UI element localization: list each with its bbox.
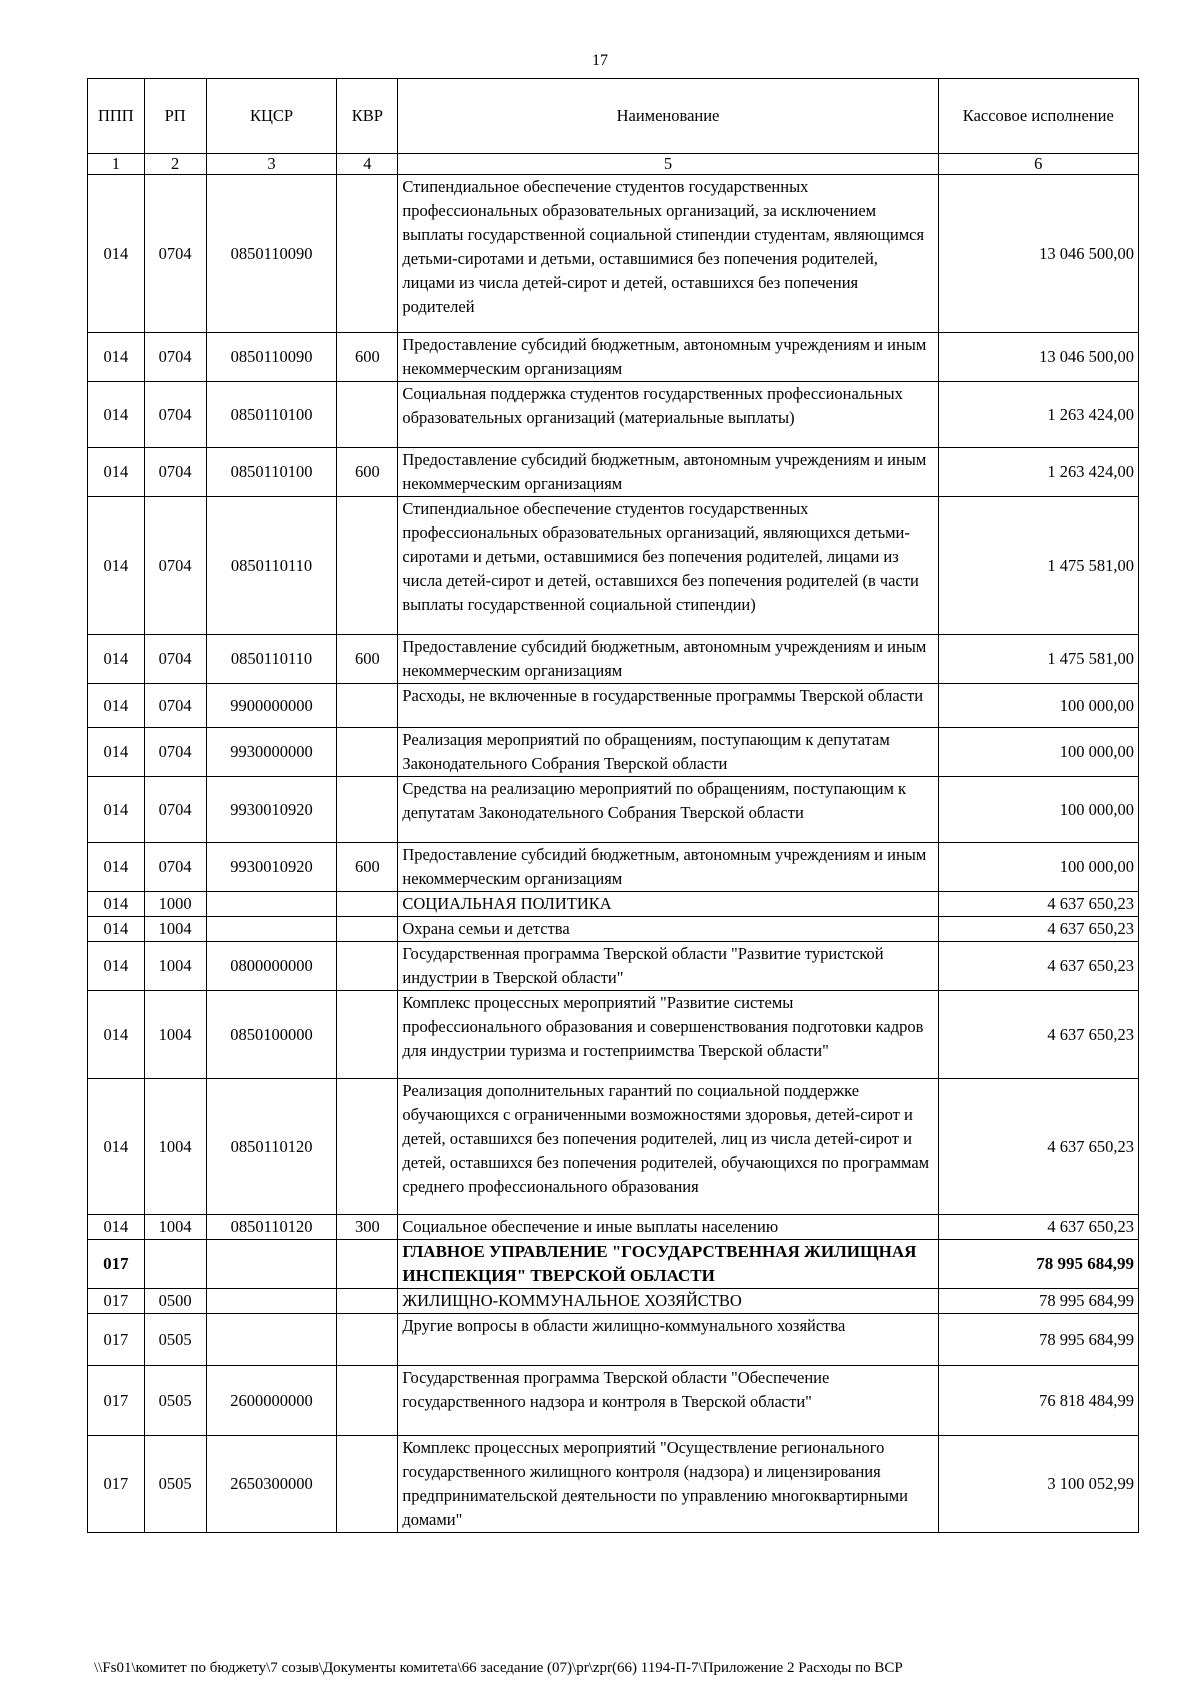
cell-ppp: 014 [88,1079,145,1215]
cell-kvr: 300 [337,1215,398,1240]
cell-rp: 0704 [144,843,206,892]
cell-name: ЖИЛИЩНО-КОММУНАЛЬНОЕ ХОЗЯЙСТВО [398,1289,938,1314]
cell-kcsr: 0850110120 [206,1215,337,1240]
cell-kcsr: 0850110100 [206,382,337,448]
table-row [88,1436,1139,1533]
cell-kcsr: 0850100000 [206,991,337,1079]
cell-ppp: 014 [88,728,145,777]
table-row [88,382,1139,448]
cell-kvr: 600 [337,843,398,892]
cell-kvr [337,175,398,333]
header-kcsr: КЦСР [206,79,337,154]
cell-rp: 0704 [144,635,206,684]
cell-rp: 0704 [144,728,206,777]
table-row [88,333,1139,382]
cell-name: Средства на реализацию мероприятий по обращениям, поступающим к депутатам Законодательного Собрания Тверской области [398,777,938,843]
footer-file-path: \\Fs01\комитет по бюджету\7 созыв\Документы комитета\66 заседание (07)\pr\zpr(66) 1194-П-7\Приложение 2 Расходы по ВСР [94,1660,903,1676]
cell-name: Реализация мероприятий по обращениям, поступающим к депутатам Законодательного Собрания Тверской области [398,728,938,777]
cell-kcsr: 9900000000 [206,684,337,728]
column-number: 2 [144,154,206,175]
cell-kcsr: 9930010920 [206,777,337,843]
table-row [88,917,1139,942]
column-number: 6 [938,154,1138,175]
cell-name: Комплекс процессных мероприятий "Осуществление регионального государственного жилищного контроля (надзора) и лицензирования предпринимательской деятельности по управлению многоквартирными домами" [398,1436,938,1533]
cell-ppp: 014 [88,333,145,382]
cell-rp: 1004 [144,1079,206,1215]
cell-name: Предоставление субсидий бюджетным, автономным учреждениям и иным некоммерческим организациям [398,843,938,892]
cell-ppp: 014 [88,382,145,448]
cell-rp: 0500 [144,1289,206,1314]
cell-name: Комплекс процессных мероприятий "Развитие системы профессионального образования и совершенствования подготовки кадров для индустрии туризма и гостеприимства Тверской области" [398,991,938,1079]
cell-kcsr: 2650300000 [206,1436,337,1533]
cell-ppp: 014 [88,942,145,991]
cell-ppp: 017 [88,1436,145,1533]
column-number: 3 [206,154,337,175]
cell-rp: 1004 [144,917,206,942]
cell-kvr [337,1079,398,1215]
table-row [88,843,1139,892]
cell-amount: 100 000,00 [938,777,1138,843]
table-row [88,175,1139,333]
header-ppp: ППП [88,79,145,154]
table-row [88,497,1139,635]
table-row [88,1289,1139,1314]
cell-amount: 100 000,00 [938,728,1138,777]
table-row [88,892,1139,917]
cell-kcsr: 0850110100 [206,448,337,497]
cell-kvr [337,1240,398,1289]
cell-name: Государственная программа Тверской области "Обеспечение государственного надзора и контроля в Тверской области" [398,1366,938,1436]
cell-rp: 1004 [144,991,206,1079]
cell-amount: 1 263 424,00 [938,448,1138,497]
cell-name: Государственная программа Тверской области "Развитие туристской индустрии в Тверской области" [398,942,938,991]
cell-kcsr: 0800000000 [206,942,337,991]
header-rp: РП [144,79,206,154]
cell-name: Охрана семьи и детства [398,917,938,942]
cell-amount: 78 995 684,99 [938,1240,1138,1289]
cell-name: Реализация дополнительных гарантий по социальной поддержке обучающихся с ограниченными возможностями здоровья, детей-сирот и детей, оставшихся без попечения родителей, лиц из числа детей-сирот и детей, оставшихся без попечения родителей, обучающихся по программам среднего профессионального образования [398,1079,938,1215]
cell-ppp: 014 [88,777,145,843]
cell-amount: 4 637 650,23 [938,917,1138,942]
cell-kcsr [206,892,337,917]
cell-kvr [337,777,398,843]
cell-rp: 0704 [144,333,206,382]
cell-name: Другие вопросы в области жилищно-коммунального хозяйства [398,1314,938,1366]
cell-amount: 4 637 650,23 [938,1215,1138,1240]
cell-rp [144,1240,206,1289]
cell-name: Стипендиальное обеспечение студентов государственных профессиональных образовательных организаций, за исключением выплаты государственной социальной стипендии студентам, являющимся детьми-сиротами и детьми, оставшимися без попечения родителей, лицами из числа детей-сирот и детей, оставшихся без попечения родителей [398,175,938,333]
column-number: 4 [337,154,398,175]
cell-kvr [337,1366,398,1436]
cell-amount: 76 818 484,99 [938,1366,1138,1436]
cell-rp: 1004 [144,1215,206,1240]
cell-rp: 0505 [144,1436,206,1533]
cell-name: Предоставление субсидий бюджетным, автономным учреждениям и иным некоммерческим организациям [398,333,938,382]
cell-ppp: 014 [88,497,145,635]
cell-amount: 1 475 581,00 [938,497,1138,635]
cell-kcsr: 0850110090 [206,175,337,333]
column-number-row [88,154,1139,175]
cell-amount: 1 475 581,00 [938,635,1138,684]
cell-ppp: 014 [88,917,145,942]
header-kvr: КВР [337,79,398,154]
cell-rp: 1004 [144,942,206,991]
cell-ppp: 014 [88,892,145,917]
cell-kvr: 600 [337,635,398,684]
cell-rp: 0505 [144,1366,206,1436]
cell-rp: 1000 [144,892,206,917]
cell-kcsr [206,1289,337,1314]
cell-kcsr: 9930010920 [206,843,337,892]
cell-kvr [337,1289,398,1314]
table-body [88,175,1139,1533]
header-name: Наименование [398,79,938,154]
table-row [88,1366,1139,1436]
cell-kcsr [206,1314,337,1366]
page-number: 17 [592,52,608,69]
cell-kcsr: 0850110110 [206,497,337,635]
cell-kvr [337,892,398,917]
table-row [88,728,1139,777]
cell-ppp: 014 [88,635,145,684]
column-number: 1 [88,154,145,175]
cell-ppp: 014 [88,684,145,728]
cell-rp: 0704 [144,175,206,333]
table-row [88,1215,1139,1240]
cell-ppp: 017 [88,1366,145,1436]
cell-rp: 0704 [144,777,206,843]
cell-amount: 13 046 500,00 [938,175,1138,333]
cell-kvr [337,382,398,448]
cell-kvr [337,684,398,728]
cell-rp: 0505 [144,1314,206,1366]
cell-name: ГЛАВНОЕ УПРАВЛЕНИЕ "ГОСУДАРСТВЕННАЯ ЖИЛИЩНАЯ ИНСПЕКЦИЯ" ТВЕРСКОЙ ОБЛАСТИ [398,1240,938,1289]
cell-name: Социальная поддержка студентов государственных профессиональных образовательных организаций (материальные выплаты) [398,382,938,448]
header-amount: Кассовое исполнение [938,79,1138,154]
cell-name: Стипендиальное обеспечение студентов государственных профессиональных образовательных организаций, являющихся детьми-сиротами и детьми, оставшимися без попечения родителей, лицами из числа детей-сирот и детей, оставшихся без попечения родителей (в части выплаты государственной социальной стипендии) [398,497,938,635]
cell-amount: 13 046 500,00 [938,333,1138,382]
cell-amount: 4 637 650,23 [938,1079,1138,1215]
cell-amount: 100 000,00 [938,684,1138,728]
cell-amount: 1 263 424,00 [938,382,1138,448]
cell-amount: 100 000,00 [938,843,1138,892]
table-row [88,991,1139,1079]
cell-kvr [337,1314,398,1366]
cell-name: Расходы, не включенные в государственные программы Тверской области [398,684,938,728]
column-number: 5 [398,154,938,175]
cell-kcsr [206,1240,337,1289]
cell-amount: 78 995 684,99 [938,1289,1138,1314]
budget-table [87,78,1139,1533]
cell-ppp: 017 [88,1314,145,1366]
cell-rp: 0704 [144,382,206,448]
cell-ppp: 014 [88,1215,145,1240]
table-row [88,635,1139,684]
table-row [88,1079,1139,1215]
cell-kcsr: 0850110120 [206,1079,337,1215]
cell-name: Предоставление субсидий бюджетным, автономным учреждениям и иным некоммерческим организациям [398,448,938,497]
cell-kcsr: 9930000000 [206,728,337,777]
cell-kvr [337,942,398,991]
cell-ppp: 014 [88,843,145,892]
table-row [88,448,1139,497]
cell-kvr [337,497,398,635]
cell-kcsr [206,917,337,942]
cell-name: Предоставление субсидий бюджетным, автономным учреждениям и иным некоммерческим организациям [398,635,938,684]
cell-rp: 0704 [144,684,206,728]
cell-amount: 4 637 650,23 [938,942,1138,991]
cell-kvr [337,917,398,942]
table-row [88,684,1139,728]
cell-ppp: 014 [88,991,145,1079]
cell-ppp: 014 [88,448,145,497]
cell-kvr [337,1436,398,1533]
cell-name: СОЦИАЛЬНАЯ ПОЛИТИКА [398,892,938,917]
cell-kvr [337,991,398,1079]
table-row [88,942,1139,991]
cell-ppp: 017 [88,1240,145,1289]
cell-ppp: 014 [88,175,145,333]
table-row [88,1240,1139,1289]
cell-name: Социальное обеспечение и иные выплаты населению [398,1215,938,1240]
cell-kvr: 600 [337,333,398,382]
cell-kvr: 600 [337,448,398,497]
cell-amount: 4 637 650,23 [938,991,1138,1079]
cell-kcsr: 0850110090 [206,333,337,382]
cell-amount: 78 995 684,99 [938,1314,1138,1366]
cell-kvr [337,728,398,777]
header-row [88,79,1139,154]
table-row [88,1314,1139,1366]
table-row [88,777,1139,843]
cell-kcsr: 2600000000 [206,1366,337,1436]
cell-ppp: 017 [88,1289,145,1314]
cell-amount: 3 100 052,99 [938,1436,1138,1533]
cell-rp: 0704 [144,448,206,497]
cell-rp: 0704 [144,497,206,635]
cell-amount: 4 637 650,23 [938,892,1138,917]
cell-kcsr: 0850110110 [206,635,337,684]
